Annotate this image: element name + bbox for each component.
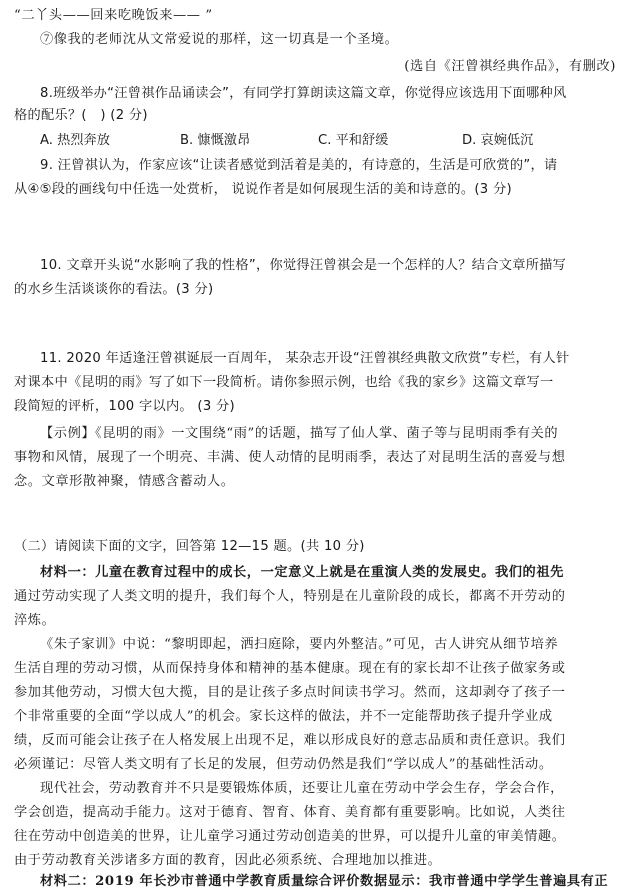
material-2-line-1: 材料二：2019 年长沙市普通中学教育质量综合评价数据显示：我市普通中学学生普遍具有正 bbox=[40, 874, 609, 889]
paragraph-2-line-4: 个非常重要的全面“学以成人”的机会。家长这样的做法，并不一定能帮助孩子提升学业成 bbox=[14, 709, 553, 724]
section-2-heading: （二）请阅读下面的文字，回答第 12—15 题。(共 10 分) bbox=[14, 539, 365, 554]
paragraph-3-line-3: 往在劳动中创造美的世界，让儿童学习通过劳动创造美的世界，可以提升儿童的审美情趣。 bbox=[14, 829, 566, 844]
example-line-2: 事物和风情，展现了一个明亮、丰满、使人动情的昆明雨季，表达了对昆明生活的喜爱与想 bbox=[14, 450, 566, 465]
option-d: D. 哀婉低沉 bbox=[462, 133, 534, 148]
question-11-line-1: 11. 2020 年适逢汪曾祺诞辰一百周年， 某杂志开设“汪曾祺经典散文欣赏”专栏，有人针 bbox=[40, 351, 570, 366]
material-1-line-2: 通过劳动实现了人类文明的提升，我们每个人，特别是在儿童阶段的成长，都离不开劳动的 bbox=[14, 589, 566, 604]
paragraph-7: ⑦像我的老师沈从文常爱说的那样，这一切真是一个圣境。 bbox=[40, 32, 399, 47]
option-c: C. 平和舒缓 bbox=[318, 133, 389, 148]
paragraph-3-line-1: 现代社会，劳动教育并不只是要锻炼体质，还要让儿童在劳动中学会生存，学会合作， bbox=[40, 781, 564, 796]
paragraph-2-line-1: 《朱子家训》中说：“黎明即起，洒扫庭除，要内外整洁。”可见，古人讲究从细节培养 bbox=[40, 637, 559, 652]
paragraph-2-line-2: 生活自理的劳动习惯，从而保持身体和精神的基本健康。现在有的家长却不让孩子做家务或 bbox=[14, 661, 566, 676]
question-10-line-1: 10. 文章开头说“水影响了我的性格”，你觉得汪曾祺会是一个怎样的人？结合文章所描写 bbox=[40, 258, 567, 273]
question-11-line-2: 对课本中《昆明的雨》写了如下一段简析。请你参照示例，也给《我的家乡》这篇文章写一 bbox=[14, 375, 554, 390]
paragraph-2-line-6: 必须谨记：尽管人类文明有了长足的发展，但劳动仍然是我们“学以成人”的基础性活动。 bbox=[14, 757, 553, 772]
material-1-line-3: 淬炼。 bbox=[14, 613, 56, 628]
question-10-line-2: 的水乡生活谈谈你的看法。(3 分) bbox=[14, 282, 214, 297]
paragraph-2-line-5: 绩，反而可能会让孩子在人格发展上出现不足，难以形成良好的意志品质和责任意识。我们 bbox=[14, 733, 566, 748]
paragraph-2-line-3: 参加其他劳动，习惯大包大揽，目的是让孩子多点时间读书学习。然而，这却剥夺了孩子一 bbox=[14, 685, 566, 700]
option-a: A. 热烈奔放 bbox=[40, 133, 110, 148]
option-b: B. 慷慨激昂 bbox=[180, 133, 251, 148]
example-line-1: 【示例】《昆明的雨》一文围绕“雨”的话题，描写了仙人掌、菌子等与昆明雨季有关的 bbox=[40, 426, 559, 441]
quote-line: “二丫头——回来吃晚饭来—— ” bbox=[14, 8, 213, 23]
source-note: (选自《汪曾祺经典作品》，有删改) bbox=[404, 59, 616, 74]
question-8-line-1: 8.班级举办“汪曾祺作品诵读会”，有同学打算朗读这篇文章，你觉得应该选用下面哪种风 bbox=[40, 86, 567, 101]
question-9-line-1: 9. 汪曾祺认为，作家应该“让读者感觉到活着是美的，有诗意的，生活是可欣赏的”，请 bbox=[40, 158, 558, 173]
paragraph-3-line-4: 由于劳动教育关涉诸多方面的教育，因此必须系统、合理地加以推进。 bbox=[14, 853, 442, 868]
example-line-3: 念。文章形散神聚，情感含蓄动人。 bbox=[14, 474, 235, 489]
material-1-line-1: 材料一：儿童在教育过程中的成长，一定意义上就是在重演人类的发展史。我们的祖先 bbox=[40, 565, 564, 580]
paragraph-3-line-2: 学会创造，提高动手能力。这对于德育、智育、体育、美育都有重要影响。比如说，人类往 bbox=[14, 805, 566, 820]
question-8-line-2: 格的配乐？( ) (2 分) bbox=[14, 108, 148, 123]
question-11-line-3: 段简短的评析，100 字以内。 (3 分) bbox=[14, 399, 235, 414]
question-9-line-2: 从④⑤段的画线句中任选一处赏析， 说说作者是如何展现生活的美和诗意的。(3 分) bbox=[14, 182, 512, 197]
